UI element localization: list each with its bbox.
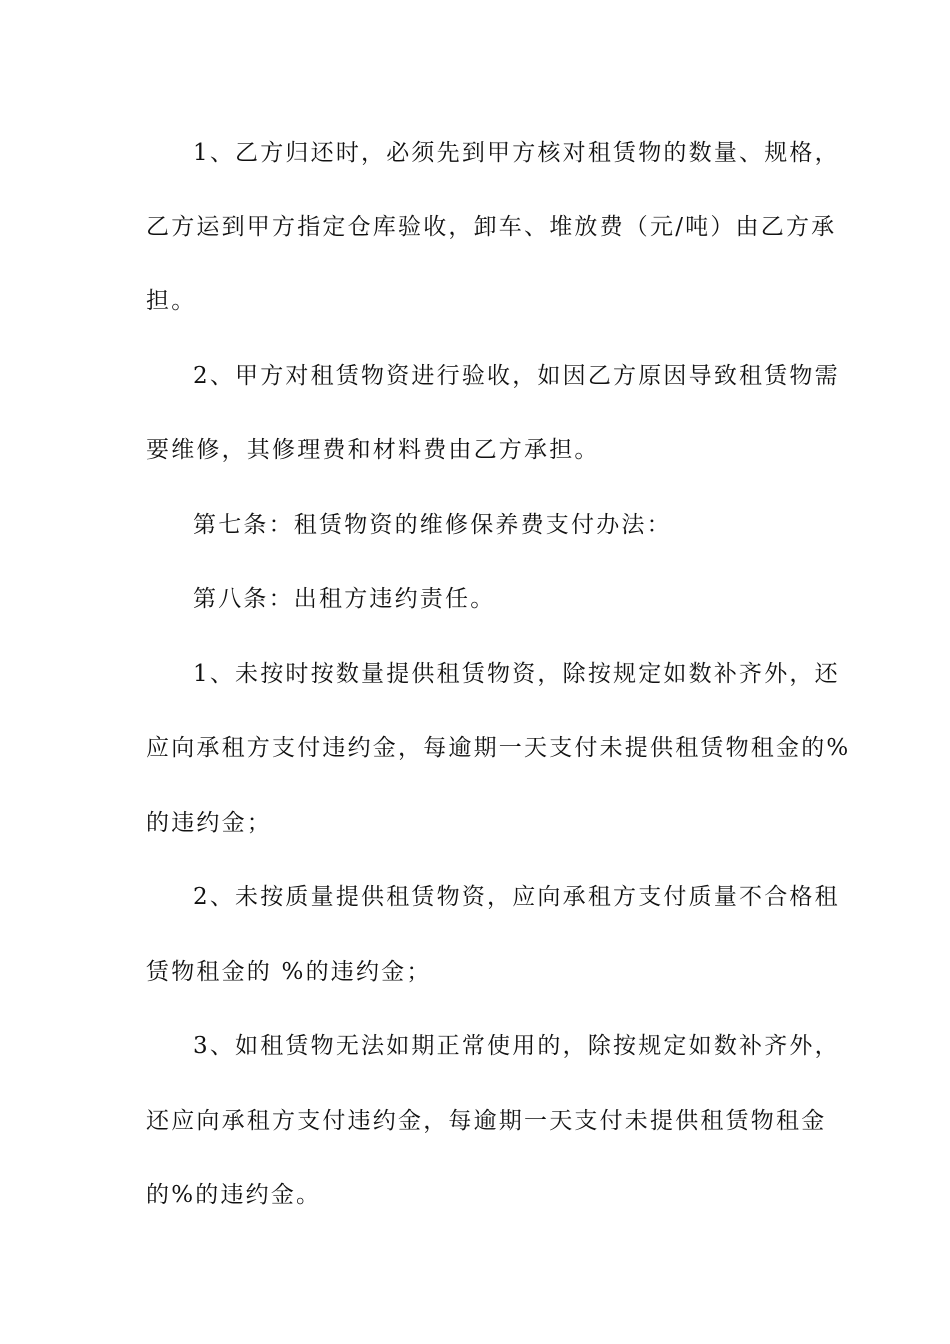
clause-8-item-1-line-1: 1、未按时按数量提供租赁物资，除按规定如数补齐外，还 (193, 661, 840, 687)
clause-8-item-3-line-2: 还应向承租方支付违约金，每逾期一天支付未提供租赁物租金 (146, 1108, 827, 1134)
clause-8-item-3-line-3: 的%的违约金。 (146, 1182, 322, 1208)
clause-8-item-2-line-2: 赁物租金的 %的违约金； (146, 959, 432, 985)
article-8-heading: 第八条：出租方违约责任。 (193, 586, 496, 612)
clause-6-item-1-line-3: 担。 (146, 288, 197, 314)
clause-6-item-2-line-1: 2、甲方对租赁物资进行验收，如因乙方原因导致租赁物需 (193, 363, 840, 389)
clause-6-item-2-line-2: 要维修，其修理费和材料费由乙方承担。 (146, 437, 600, 463)
clause-8-item-3-line-1: 3、如租赁物无法如期正常使用的，除按规定如数补齐外， (193, 1033, 840, 1059)
clause-6-item-1-line-2: 乙方运到甲方指定仓库验收，卸车、堆放费（元/吨）由乙方承 (146, 214, 837, 240)
clause-8-item-1-line-3: 的违约金； (146, 810, 272, 836)
article-7-heading: 第七条：租赁物资的维修保养费支付办法： (193, 512, 672, 538)
clause-6-item-1-line-1: 1、乙方归还时，必须先到甲方核对租赁物的数量、规格， (193, 140, 840, 166)
clause-8-item-1-line-2: 应向承租方支付违约金，每逾期一天支付未提供租赁物租金的% (146, 735, 851, 761)
clause-8-item-2-line-1: 2、未按质量提供租赁物资，应向承租方支付质量不合格租 (193, 884, 840, 910)
